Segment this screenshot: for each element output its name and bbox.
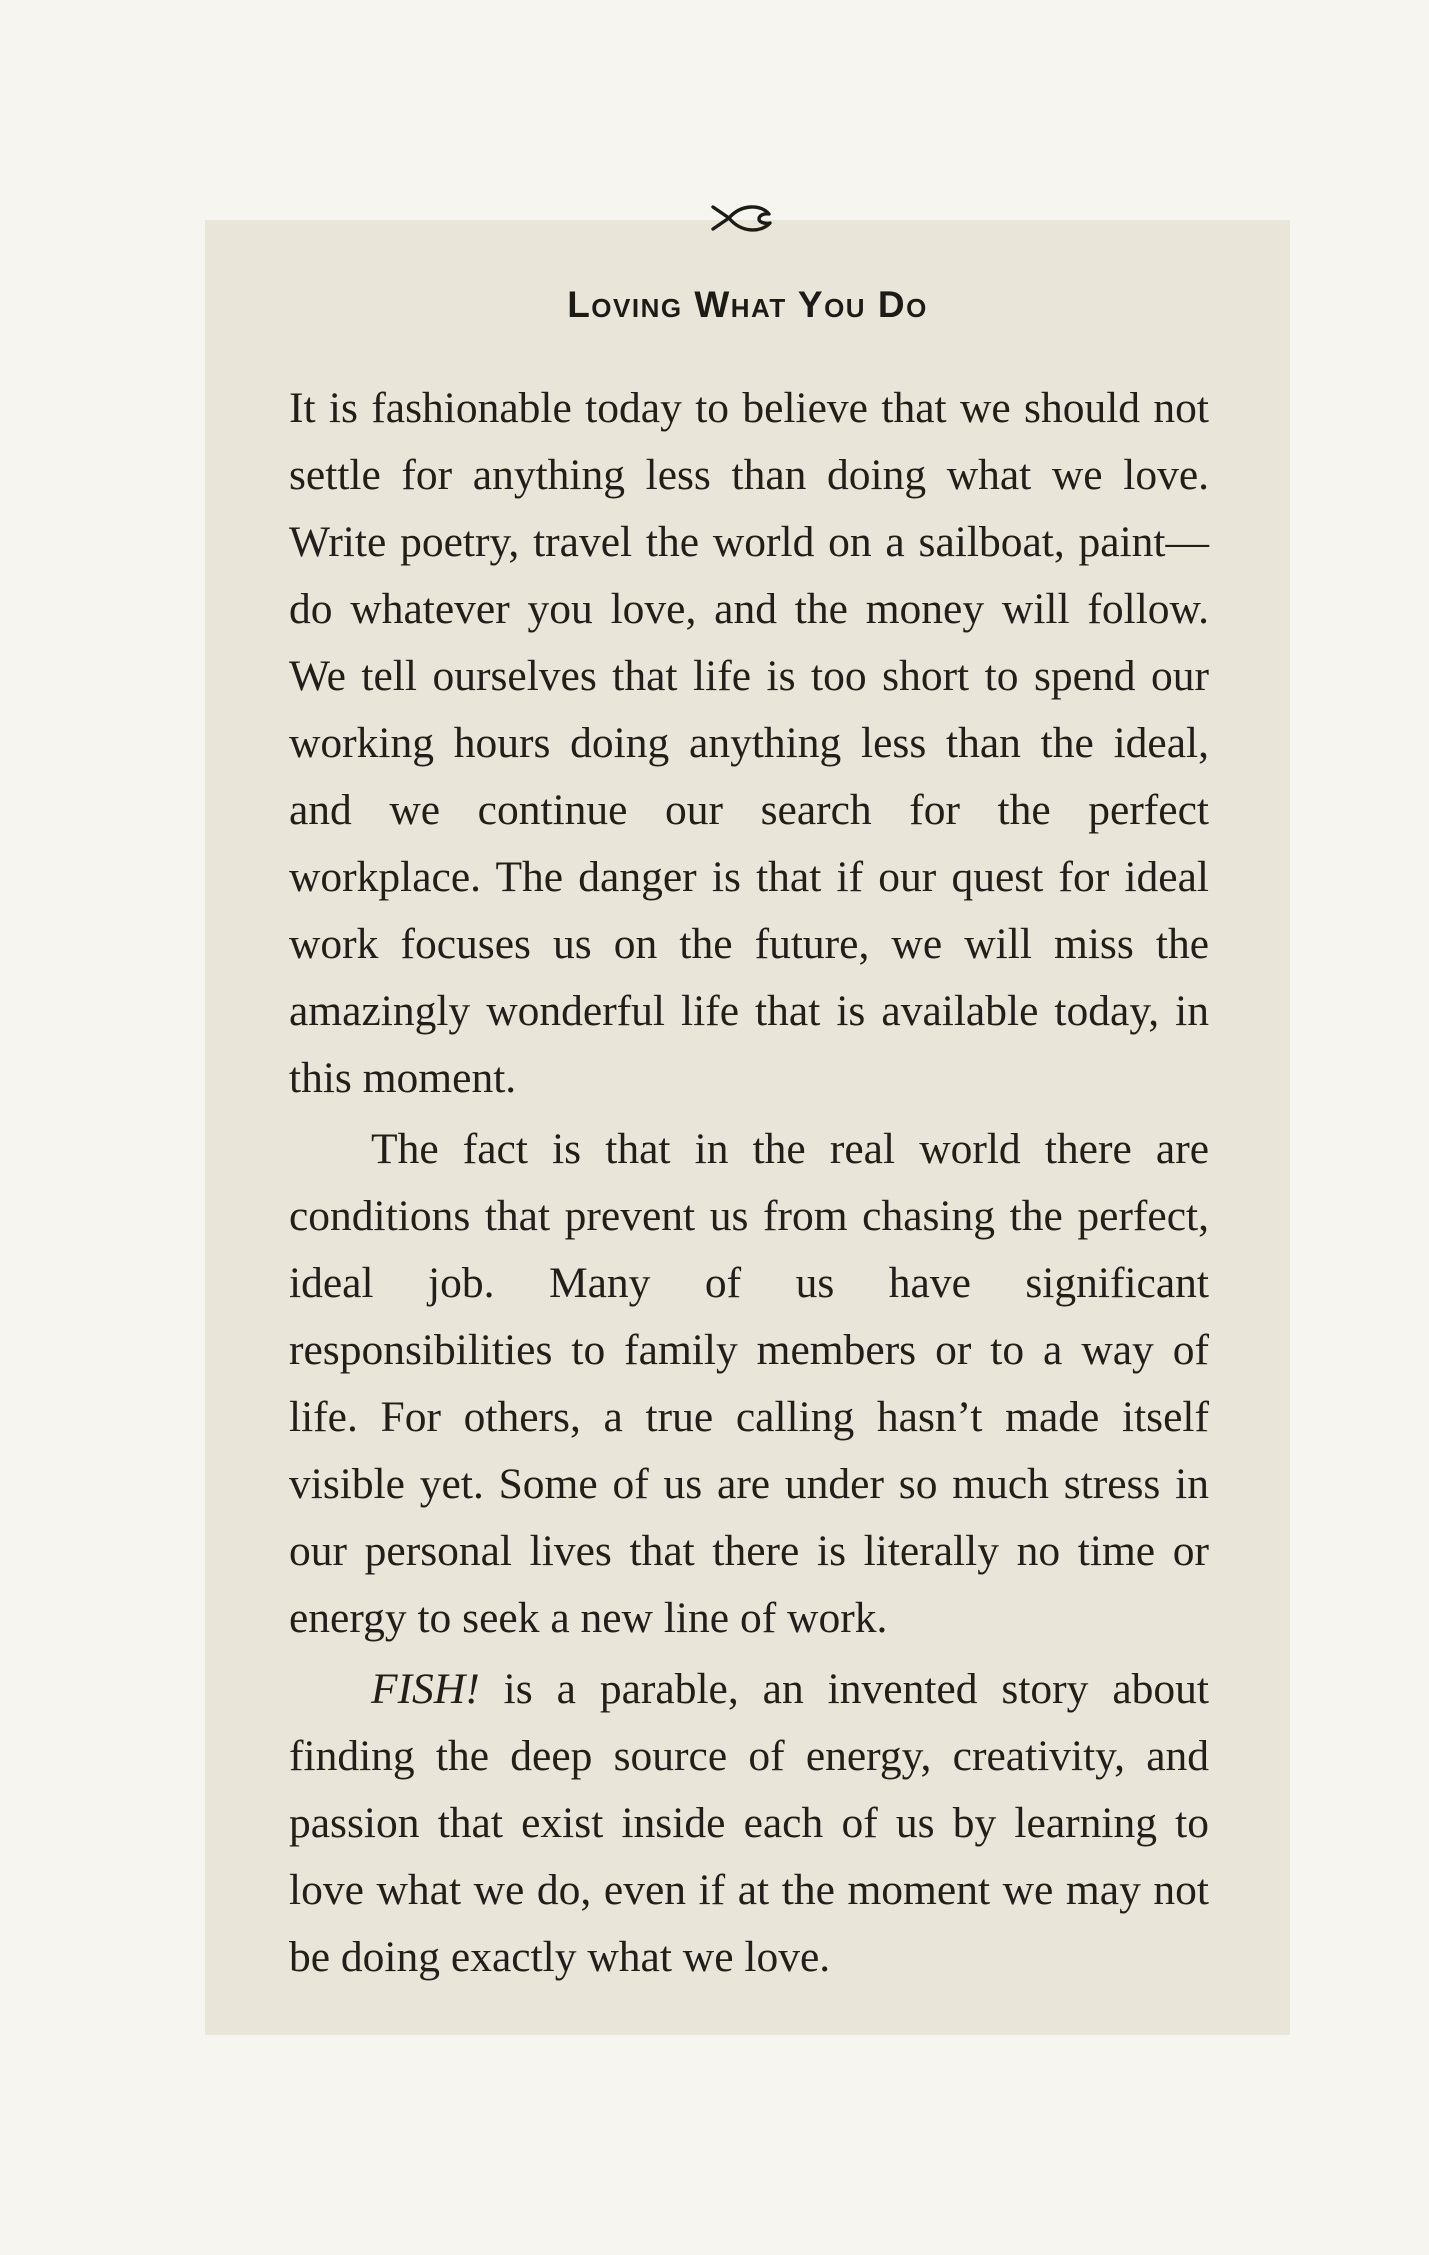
body-text [289, 375, 1209, 1991]
paragraph-3-text: is a parable, an invented story about finding the deep source of energy, creativity, and passion that exist inside each of us by learning to love what we do, even if at the moment we may not be doing exactly what we love. [289, 1665, 1209, 1981]
book-title: FISH! [371, 1665, 480, 1713]
section-heading: Loving What You Do [567, 284, 928, 325]
paragraph-2: The fact is that in the real world there are conditions that prevent us from chasing the perfect, ideal job. Many of us have significant responsibilities to family members or to a way of life. For others, a true calling hasn’t made itself visible yet. Some of us are under so much stress in our personal lives that there is literally no time or energy to seek a new line of work. [289, 1125, 1209, 1642]
paragraph-3 [289, 1656, 1209, 1991]
paragraph-1: It is fashionable today to believe that we should not settle for anything less than doing what we love. Write poetry, travel the world on a sailboat, paint—do whatever you love, and the money will follow. We tell ourselves that life is too short to spend our working hours doing anything less than the ideal, and we continue our search for the perfect workplace. The danger is that if our quest for ideal work focuses us on the future, we will miss the amazingly wonderful life that is available today, in this moment. [289, 384, 1209, 1102]
fish-icon [707, 198, 777, 238]
